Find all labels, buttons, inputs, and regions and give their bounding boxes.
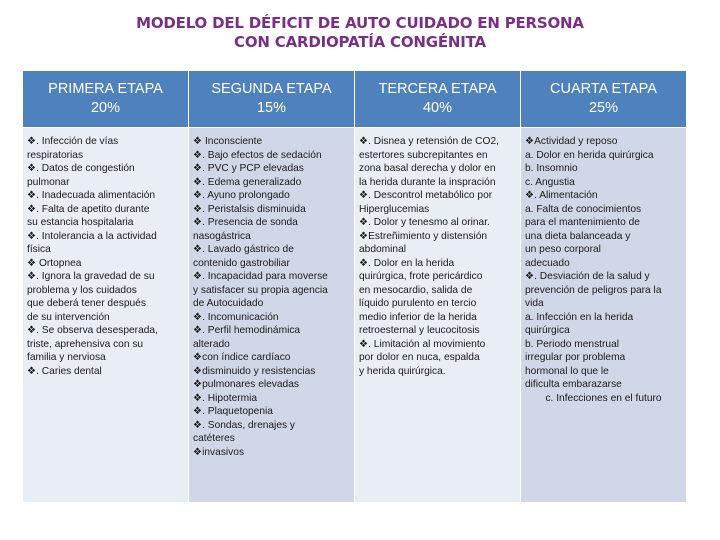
stage-2-text-line: nasogástrica	[193, 230, 251, 242]
stage-2-text-line: ❖. Peristalsis disminuida	[193, 203, 306, 215]
header-stage-2	[189, 71, 355, 128]
stage-2-text-line: ❖pulmonares elevadas	[193, 379, 299, 390]
stage-1-text-line: respiratorias	[27, 149, 84, 161]
stage-1-text-line: ❖. Ignora la gravedad de su	[27, 271, 155, 282]
stage-1-text-line: ❖. Inadecuada alimentación	[27, 190, 156, 201]
stage-4-text-line: c. Angustia	[525, 176, 575, 188]
stage-3-text-line: zona basal derecha y dolor en	[359, 163, 496, 174]
stage-1-text-line: ❖. Intolerancia a la actividad	[27, 230, 157, 242]
title-line-1: MODELO DEL DÉFICIT DE AUTO CUIDADO EN PERSONA	[136, 14, 584, 32]
stage-4-text-line: irregular por problema	[525, 352, 626, 363]
stage-4-percent: 25%	[588, 100, 619, 116]
stage-4-text-line: para el mantenimiento de	[525, 217, 640, 228]
stage-2-text-line: alterado	[193, 338, 230, 350]
header-row	[23, 71, 687, 128]
stage-2-text-line: ❖invasivos	[193, 446, 245, 458]
stage-3-text-line: abdominal	[359, 244, 407, 255]
stage-1-text-line: ❖. Caries dental	[27, 365, 102, 377]
stage-3-text-line: ❖. Dolor en la herida	[359, 257, 455, 269]
stage-2-text-line: ❖. PVC y PCP elevadas	[193, 163, 304, 174]
stage-2-name: SEGUNDA ETAPA	[211, 81, 332, 97]
stage-2-text-line: ❖. Lavado gástrico de	[193, 244, 294, 255]
stage-2-text-line: ❖. Presencia de sonda	[193, 217, 298, 228]
stage-3-text-line: ❖. Disnea y retensión de CO2,	[359, 136, 499, 147]
stage-3-text-line: estertores subcrepitantes en	[359, 149, 488, 161]
stage-1-name: PRIMERA ETAPA	[48, 81, 163, 97]
stage-1-text-line: ❖. Infección de vías	[27, 136, 119, 147]
stage-2-text-line: contenido gastrobiliar	[193, 257, 290, 269]
stage-4-text-line: vida	[525, 298, 544, 309]
stage-1-text-line: ❖ Ortopnea	[27, 257, 82, 269]
stage-2-text-line: ❖ Inconsciente	[193, 136, 263, 147]
stage-4-text-line: ❖. Desviación de la salud y	[525, 271, 650, 282]
stage-3-text-line: ❖Estreñimiento y distensión	[359, 230, 488, 242]
stage-1-text-line: física	[27, 244, 51, 255]
stage-2-text-line: ❖. Sondas, drenajes y	[193, 419, 296, 431]
stage-3-text-line: medio inferior de la herida	[359, 311, 477, 323]
stage-2-text-line: ❖. Edema generalizado	[193, 176, 302, 188]
stage-3-text-line: líquido purulento en tercio	[359, 298, 477, 309]
stage-3-text-line: por dolor en nuca, espalda	[359, 352, 480, 363]
stage-1-cell	[23, 128, 189, 503]
stage-4-text-line: b. Insomnio	[525, 163, 578, 174]
stage-2-text-line: ❖. Incomunicación	[193, 311, 279, 323]
stage-4-text-line: hormonal lo que le	[525, 365, 609, 377]
stage-3-text-line: quirúrgica, frote pericárdico	[359, 271, 483, 282]
stage-1-text-line: ❖. Falta de apetito durante	[27, 203, 150, 215]
stage-4-text-line: una dieta balanceada y	[525, 230, 631, 242]
stage-2-percent: 15%	[256, 100, 287, 116]
stage-3-text-line: y herida quirúrgica.	[359, 365, 446, 377]
stage-4-text-line: a. Falta de conocimientos	[525, 203, 642, 215]
stage-2-text-line: ❖. Ayuno prolongado	[193, 190, 290, 201]
content-row	[23, 128, 687, 503]
stage-1-text-line: problema y los cuidados	[27, 284, 137, 296]
stage-3-text-line: ❖. Descontrol metabólico por	[359, 190, 493, 201]
stage-4-text-line: dificulta embarazarse	[525, 379, 622, 390]
stage-1-text-line: triste, aprehensiva con su	[27, 338, 144, 350]
stage-2-text-line: ❖. Incapacidad para moverse	[193, 271, 328, 282]
stage-1-text-line: pulmonar	[27, 176, 70, 188]
stage-1-text-line: ❖. Datos de congestión	[27, 163, 135, 174]
stage-3-name: TERCERA ETAPA	[378, 81, 497, 97]
stage-1-percent: 20%	[90, 100, 121, 116]
stage-1-text-line: de su intervención	[27, 311, 110, 323]
stage-2-text-line: ❖disminuido y resistencias	[193, 365, 316, 377]
stage-4-text-line: ❖. Alimentación	[525, 190, 598, 201]
stage-2-text-line: ❖. Plaquetopenia	[193, 406, 273, 417]
stage-3-cell	[355, 128, 521, 503]
stage-2-text-line: ❖. Perfil hemodinámica	[193, 325, 301, 336]
header-stage-4	[521, 71, 687, 128]
title-line-2: CON CARDIOPATÍA CONGÉNITA	[234, 33, 486, 51]
stage-3-text-line: en mesocardio, salida de	[359, 284, 473, 296]
page-title	[0, 14, 720, 52]
stage-4-cell	[521, 128, 687, 503]
header-stage-1	[23, 71, 189, 128]
stage-3-text-line: retroesternal y leucocitosis	[359, 325, 480, 336]
stage-3-text-line: Hiperglucemias	[359, 203, 430, 215]
stage-1-text-line: su estancia hospitalaria	[27, 217, 134, 228]
stage-4-text-line: prevención de peligros para la	[525, 284, 662, 296]
stage-2-text-line: ❖. Bajo efectos de sedación	[193, 149, 322, 161]
stage-2-text-line: catéteres	[193, 433, 235, 444]
stage-2-text-line: ❖. Hipotermia	[193, 392, 258, 404]
stage-3-text-line: ❖. Dolor y tenesmo al orinar.	[359, 217, 490, 228]
stage-4-text-line: ❖Actividad y reposo	[525, 136, 618, 147]
stage-4-text-line: a. Infección en la herida	[525, 311, 634, 323]
stage-3-text-line: ❖. Limitación al movimiento	[359, 338, 486, 350]
stage-3-text-line: la herida durante la inspración	[359, 176, 496, 188]
stage-1-text-line: ❖. Se observa desesperada,	[27, 325, 158, 336]
stages-table	[22, 70, 687, 503]
stage-2-cell	[189, 128, 355, 503]
stage-4-text-line: adecuado	[525, 257, 570, 269]
stage-4-text-line: un peso corporal	[525, 244, 601, 255]
stage-4-text-line: a. Dolor en herida quirúrgica	[525, 149, 654, 161]
stage-4-name: CUARTA ETAPA	[550, 81, 657, 97]
stage-1-text-line: familia y nerviosa	[27, 352, 106, 363]
header-stage-3	[355, 71, 521, 128]
stage-4-text-line: c. Infecciones en el futuro	[545, 392, 662, 404]
stage-2-text-line: de Autocuidado	[193, 298, 264, 309]
stage-4-text-line: b. Periodo menstrual	[525, 338, 620, 350]
stage-2-text-line: ❖con índice cardíaco	[193, 352, 291, 363]
stage-2-text-line: y satisfacer su propia agencia	[193, 284, 328, 296]
stage-1-text-line: que deberá tener después	[27, 298, 146, 309]
stage-3-percent: 40%	[422, 100, 453, 116]
stage-4-text-line: quirúrgica	[525, 325, 570, 336]
